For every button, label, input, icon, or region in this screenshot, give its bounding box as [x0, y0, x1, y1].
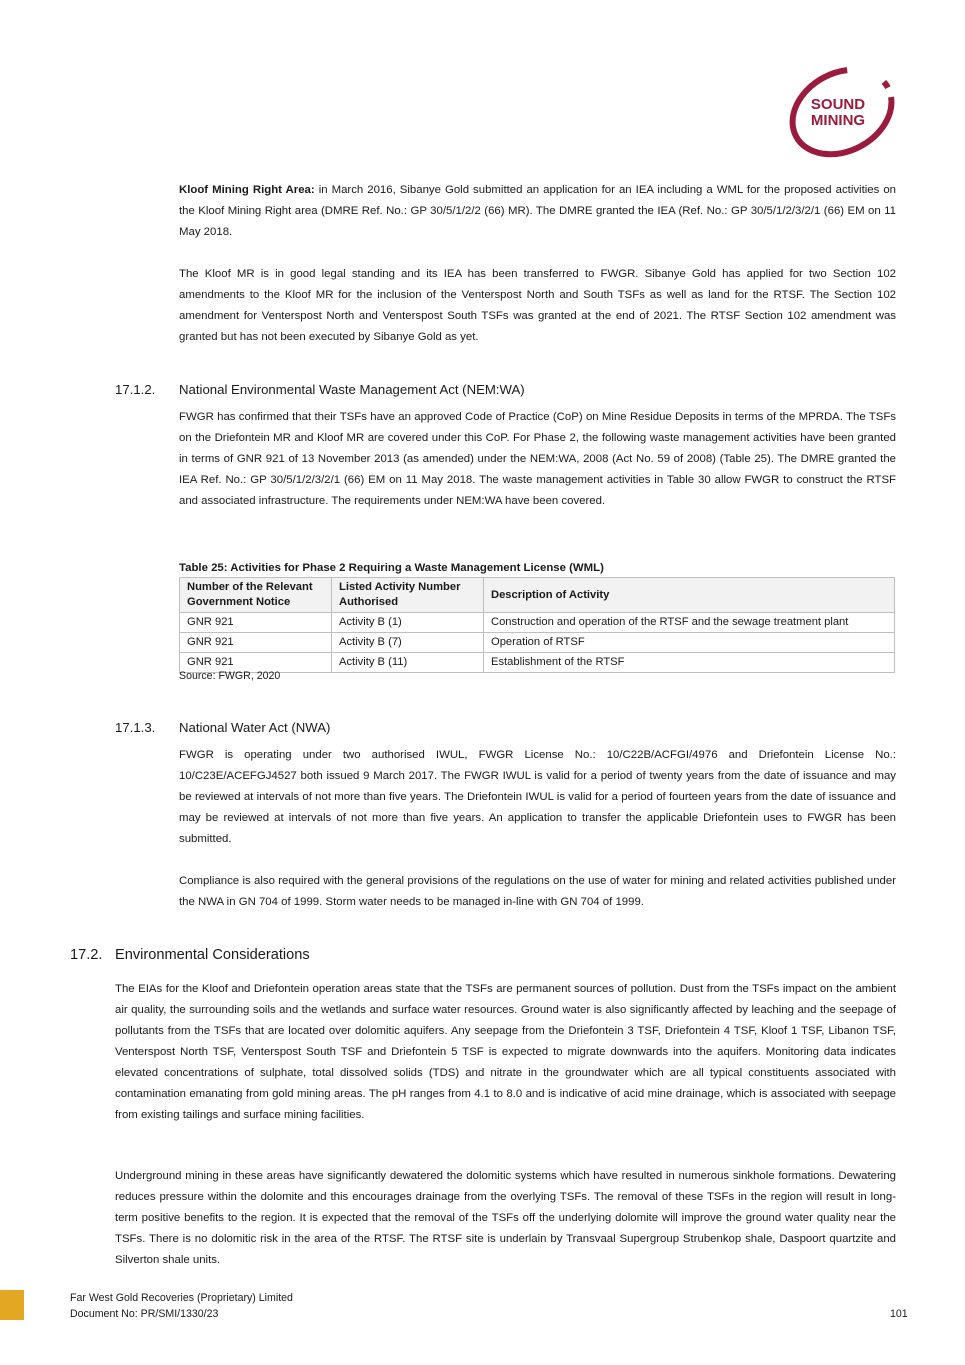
table-source: Source: FWGR, 2020 [179, 670, 281, 682]
section-title: National Environmental Waste Management Act (NEM:WA) [179, 382, 525, 397]
section-title: Environmental Considerations [115, 947, 310, 963]
nwa-paragraph-1: FWGR is operating under two authorised IWUL, FWGR License No.: 10/C22B/ACFGI/4976 and Driefontein License No.: 10/C23E/ACEFGJ4527 both issued 9 March 2017. The FWGR IWUL is valid for a period of twenty years from the date of issuance and may be reviewed at intervals of not more than five years. The Driefontein IWUL is valid for a period of fourteen years from the date of issuance and may be reviewed at intervals of not more than five years. An application to transfer the applicable Driefontein uses to FWGR has been submitted. [179, 749, 896, 845]
section-number: 17.1.2. [115, 382, 156, 397]
table-caption: Table 25: Activities for Phase 2 Requiring a Waste Management License (WML) [179, 562, 604, 574]
table-header-row [180, 578, 895, 613]
table-cell: GNR 921 [180, 633, 332, 653]
environmental-paragraph-1: The EIAs for the Kloof and Driefontein operation areas state that the TSFs are permanent sources of pollution. Dust from the TSFs impact on the ambient air quality, the surrounding soils and the wetlands and surface water resources. Ground water is also significantly affected by leaching and the seepage of pollutants from the TSFs that are located over dolomitic aquifers. Any seepage from the Driefontein 3 TSF, Driefontein 4 TSF, Kloof 1 TSF, Libanon TSF, Venterspost North TSF, Venterspost South TSF and Driefontein 5 TSF is expected to migrate downwards into the aquifers. Monitoring data indicates elevated concentrations of sulphate, total dissolved solids (TDS) and nitrate in the groundwater which are all typical constituents associated with contamination emanating from gold mining areas. The pH ranges from 4.1 to 8.0 and is indicative of acid mine drainage, which is associated with seepage from existing tailings and surface mining facilities. [115, 983, 896, 1121]
kloof-paragraph [179, 180, 896, 243]
section-number: 17.2. [70, 947, 103, 963]
section-title: National Water Act (NWA) [179, 720, 331, 735]
kloof-lead: Kloof Mining Right Area: [179, 184, 315, 196]
table-cell: GNR 921 [180, 613, 332, 633]
sound-mining-logo [780, 64, 904, 160]
logo-line-1: SOUND [810, 96, 866, 113]
page-number: 101 [890, 1308, 908, 1320]
section-number: 17.1.3. [115, 720, 156, 735]
table-cell: Operation of RTSF [484, 633, 895, 653]
table-header-cell: Listed Activity Number Authorised [332, 578, 484, 613]
nemwa-paragraph: FWGR has confirmed that their TSFs have an approved Code of Practice (CoP) on Mine Residue Deposits in terms of the MPRDA. The TSFs on the Driefontein MR and Kloof MR are covered under this CoP. For Phase 2, the following waste management activities have been granted in terms of GNR 921 of 13 November 2013 (as amended) under the NEM:WA, 2008 (Act No. 59 of 2008) (Table 25). The DMRE granted the IEA Ref. No.: GP 30/5/1/2/3/2/1 (66) EM on 11 May 2018. The waste management activities in Table 30 allow FWGR to construct the RTSF and associated infrastructure. The requirements under NEM:WA have been covered. [179, 411, 896, 507]
kloof-paragraph-2: The Kloof MR is in good legal standing and its IEA has been transferred to FWGR. Sibanye Gold has applied for two Section 102 amendments to the Kloof MR for the inclusion of the Venterspost North and South TSFs as well as land for the RTSF. The Section 102 amendment for Venterspost North and Venterspost South TSFs was granted at the end of 2021. The RTSF Section 102 amendment was granted but has not been executed by Sibanye Gold as yet. [179, 268, 896, 343]
footer-document-number: Document No: PR/SMI/1330/23 [70, 1308, 219, 1320]
table-row [180, 653, 895, 673]
footer-accent-bar [0, 1290, 24, 1320]
kloof-text: in March 2016, Sibanye Gold submitted an application for an IEA including a WML for the proposed activities on the Kloof Mining Right area (DMRE Ref. No.: GP 30/5/1/2/2 (66) MR). The DMRE granted the IEA (Ref. No.: GP 30/5/1/2/3/2/1 (66) EM on 11 May 2018. [179, 184, 896, 238]
logo-line-2: MINING [810, 112, 866, 129]
environmental-paragraph-2: Underground mining in these areas have significantly dewatered the dolomitic systems which have resulted in numerous sinkhole formations. Dewatering reduces pressure within the dolomite and this encourages drainage from the overlying TSFs. The removal of these TSFs in the region will result in long-term positive benefits to the region. It is expected that the removal of the TSFs off the underlying dolomite will improve the ground water quality near the TSFs. There is no dolomitic risk in the area of the RTSF. The RTSF site is underlain by Transvaal Supergroup Strubenkop shale, Daspoort quartzite and Silverton shale units. [115, 1170, 896, 1266]
wml-activities-table [179, 577, 895, 673]
table-cell: Activity B (1) [332, 613, 484, 633]
table-cell: Activity B (7) [332, 633, 484, 653]
table-header-cell: Number of the Relevant Government Notice [180, 578, 332, 613]
table-cell: GNR 921 [180, 653, 332, 673]
footer-info [70, 1290, 293, 1322]
table-cell: Activity B (11) [332, 653, 484, 673]
nwa-paragraph-2: Compliance is also required with the general provisions of the regulations on the use of water for mining and related activities published under the NWA in GN 704 of 1999. Storm water needs to be managed in-line with GN 704 of 1999. [179, 875, 896, 908]
footer-company: Far West Gold Recoveries (Proprietary) Limited [70, 1292, 293, 1304]
table-row [180, 613, 895, 633]
table-header-cell: Description of Activity [484, 578, 895, 613]
table-cell: Construction and operation of the RTSF and the sewage treatment plant [484, 613, 895, 633]
table-row [180, 633, 895, 653]
table-cell: Establishment of the RTSF [484, 653, 895, 673]
